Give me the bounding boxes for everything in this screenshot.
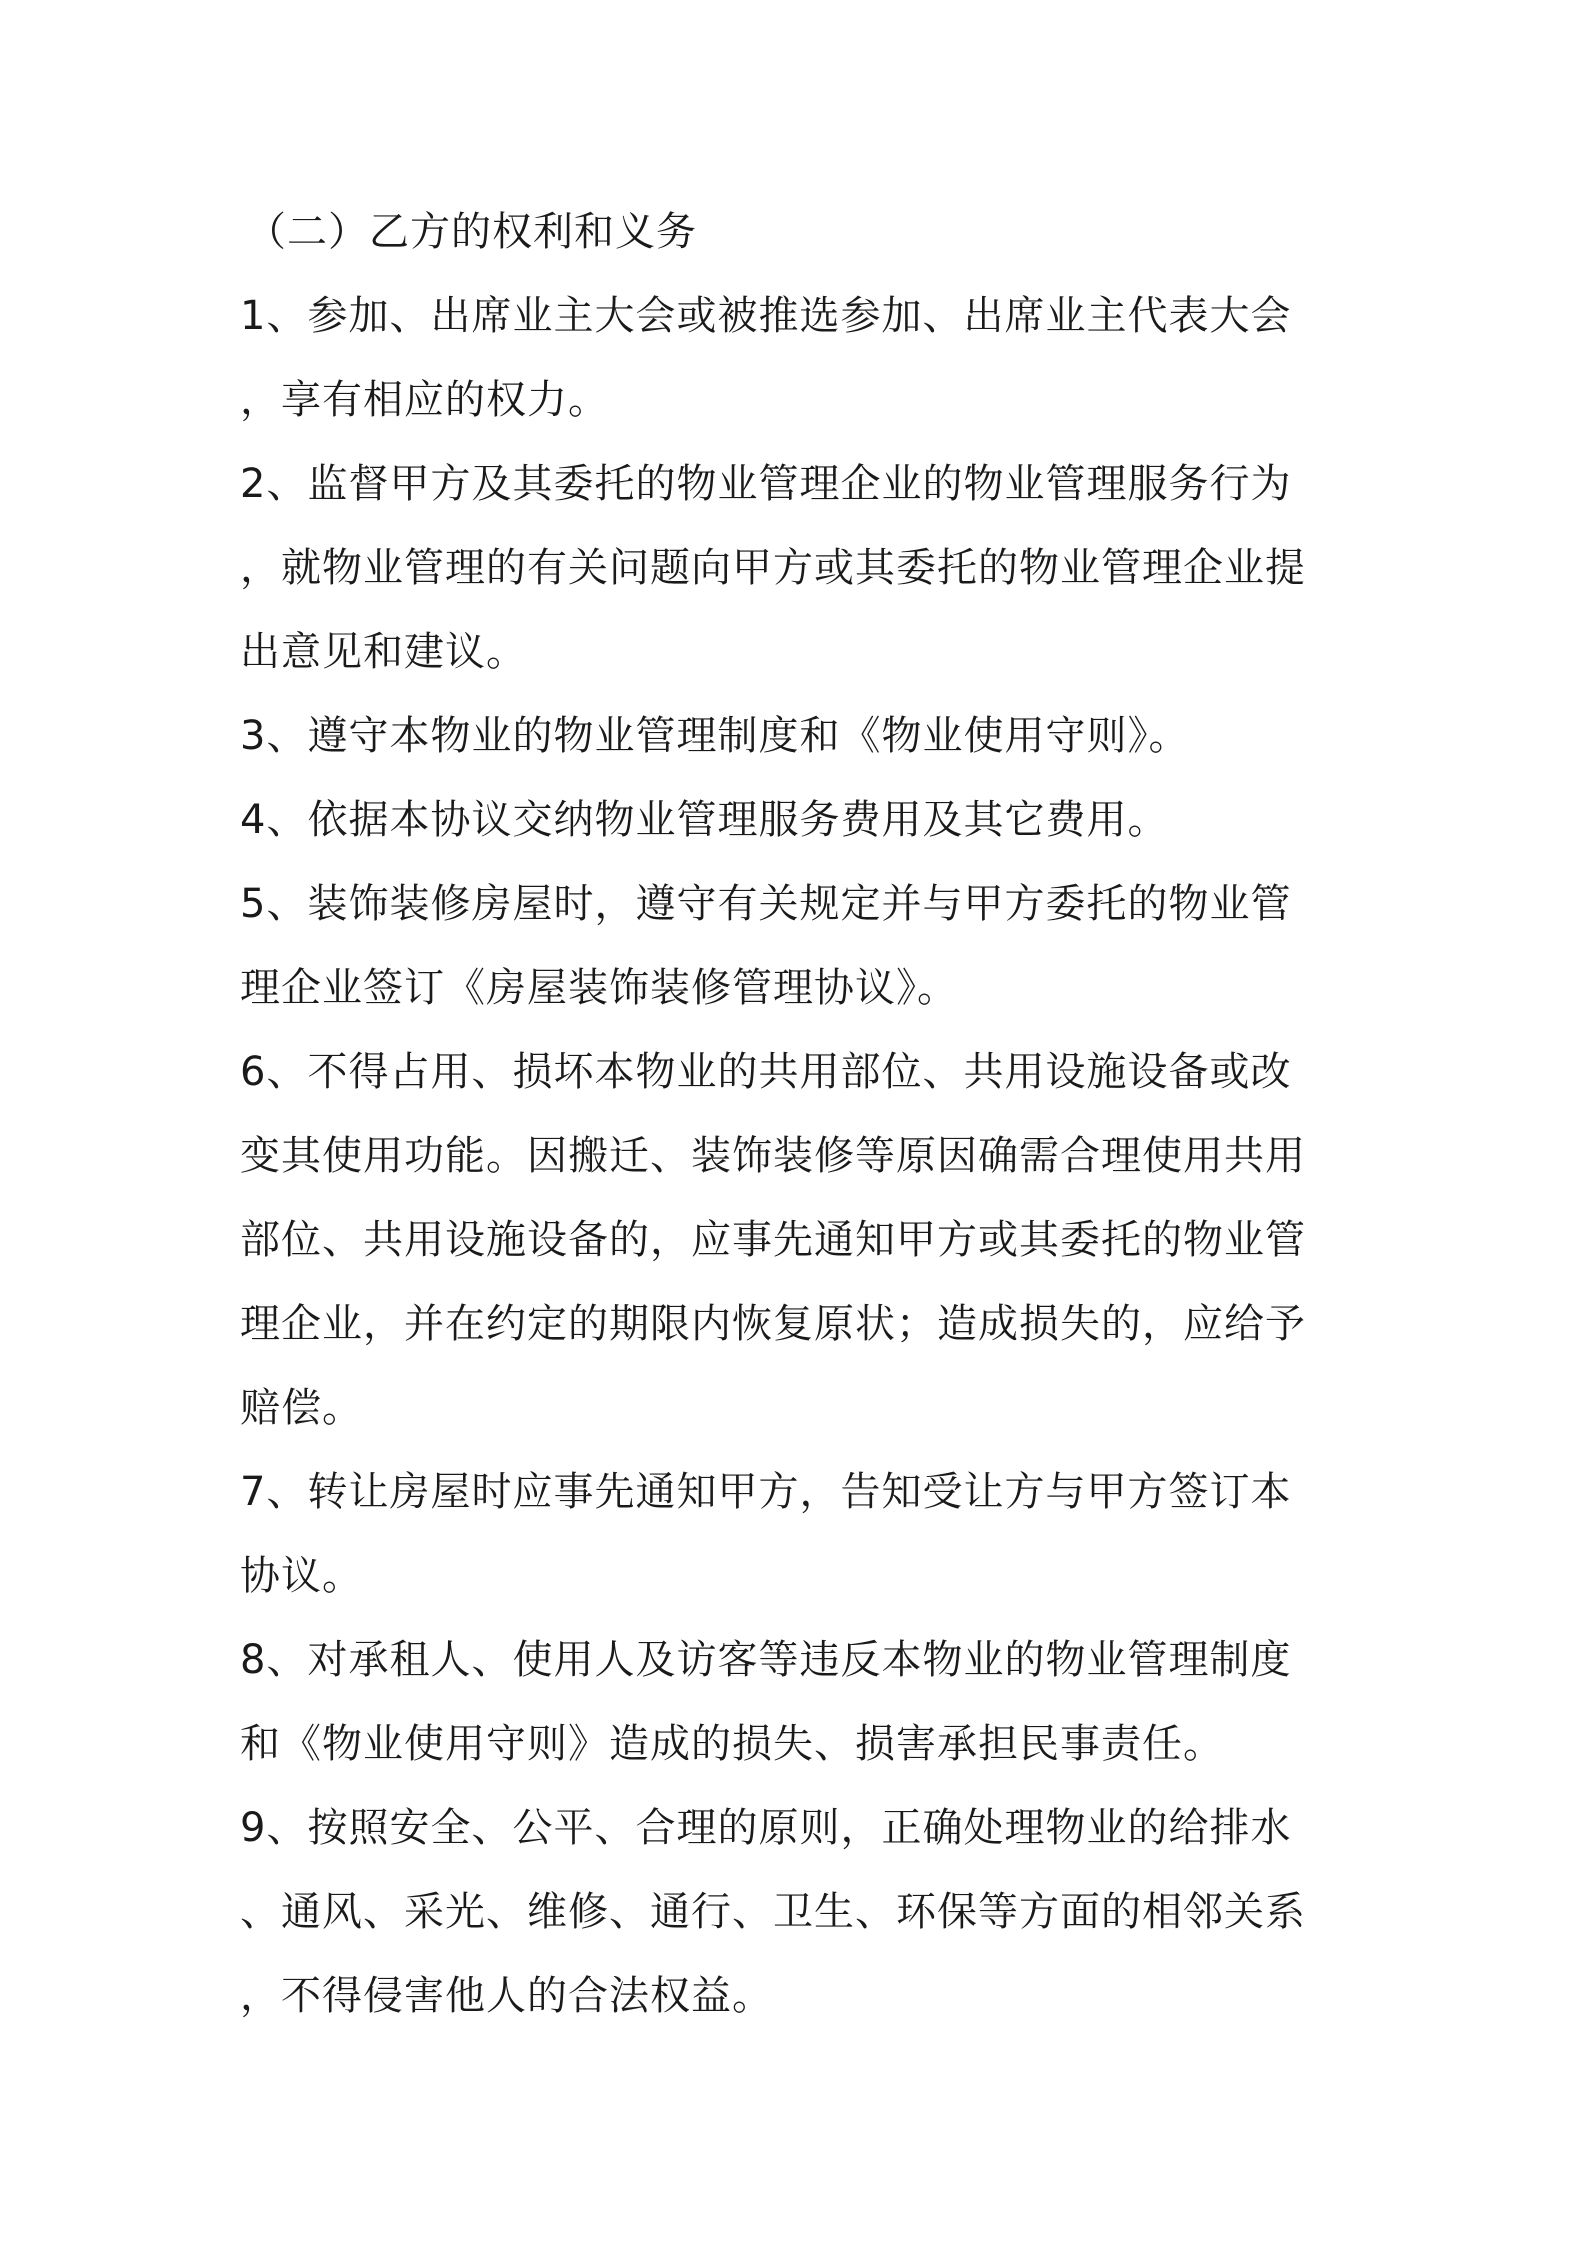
text-line: 和《物业使用守则》造成的损失、损害承担民事责任。 xyxy=(240,1721,1224,1767)
text-line: 9、按照安全、公平、合理的原则，正确处理物业的给排水 xyxy=(240,1805,1292,1851)
text-line: 4、依据本协议交纳物业管理服务费用及其它费用。 xyxy=(240,797,1169,843)
text-line: 5、装饰装修房屋时，遵守有关规定并与甲方委托的物业管 xyxy=(240,881,1292,927)
text-line: ，享有相应的权力。 xyxy=(240,377,609,423)
text-line: 、通风、采光、维修、通行、卫生、环保等方面的相邻关系 xyxy=(240,1889,1306,1935)
text-line: 出意见和建议。 xyxy=(240,629,527,675)
text-line: 1、参加、出席业主大会或被推选参加、出席业主代表大会 xyxy=(240,293,1292,339)
text-line: 3、遵守本物业的物业管理制度和《物业使用守则》。 xyxy=(240,713,1190,759)
text-line: 赔偿。 xyxy=(240,1385,363,1431)
text-line: 协议。 xyxy=(240,1553,363,1599)
text-line: 7、转让房屋时应事先通知甲方，告知受让方与甲方签订本 xyxy=(240,1469,1292,1515)
text-line: 2、监督甲方及其委托的物业管理企业的物业管理服务行为 xyxy=(240,461,1292,507)
document-body xyxy=(240,190,1360,2038)
section-heading: （二）乙方的权利和义务 xyxy=(246,209,697,255)
text-line: 理企业，并在约定的期限内恢复原状；造成损失的，应给予 xyxy=(240,1301,1306,1347)
text-line: 6、不得占用、损坏本物业的共用部位、共用设施设备或改 xyxy=(240,1049,1292,1095)
text-line: ，就物业管理的有关问题向甲方或其委托的物业管理企业提 xyxy=(240,545,1306,591)
text-line: ，不得侵害他人的合法权益。 xyxy=(240,1973,773,2019)
text-line: 部位、共用设施设备的，应事先通知甲方或其委托的物业管 xyxy=(240,1217,1306,1263)
text-line: 8、对承租人、使用人及访客等违反本物业的物业管理制度 xyxy=(240,1637,1292,1683)
text-line: 变其使用功能。因搬迁、装饰装修等原因确需合理使用共用 xyxy=(240,1133,1306,1179)
text-line: 理企业签订《房屋装饰装修管理协议》。 xyxy=(240,965,958,1011)
